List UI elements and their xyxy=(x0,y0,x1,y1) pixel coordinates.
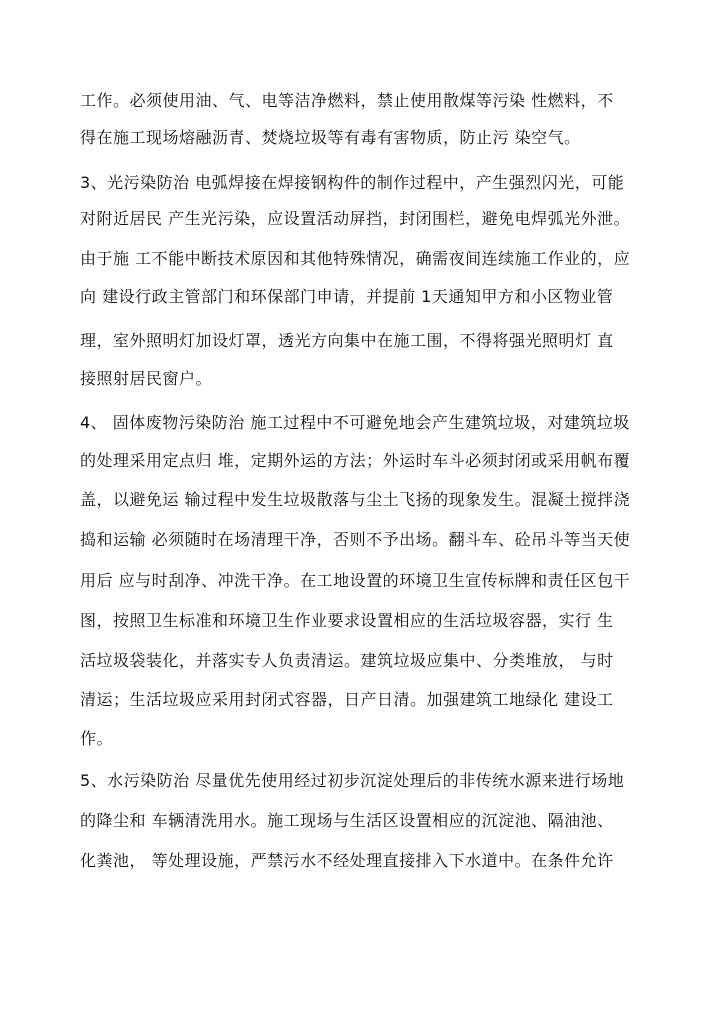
text-line: 的降尘和 车辆清洗用水。施工现场与生活区设置相应的沉淀池、隔油池、 xyxy=(80,811,614,830)
text-line: 化粪池， 等处理设施，严禁污水不经处理直接排入下水道中。在条件允许 xyxy=(80,851,614,870)
text-line: 作。 xyxy=(80,729,114,748)
text-line: 活垃圾袋装化，并落实专人负责清运。建筑垃圾应集中、分类堆放， 与时 xyxy=(80,651,614,670)
text-line: 3、光污染防治 电弧焊接在焊接钢构件的制作过程中，产生强烈闪光，可能 xyxy=(80,173,625,192)
text-line: 用后 应与时刮净、冲洗干净。在工地设置的环境卫生宣传标牌和责任区包干 xyxy=(80,571,631,590)
text-line: 工作。必须使用油、气、电等洁净燃料，禁止使用散煤等污染 性燃料，不 xyxy=(80,91,614,110)
text-line: 盖，以避免运 输过程中发生垃圾散落与尘土飞扬的现象发生。混凝土搅拌浇 xyxy=(80,490,631,509)
text-line: 捣和运输 必须随时在场清理干净，否则不予出场。翻斗车、砼吊斗等当天使 xyxy=(80,530,631,549)
text-line: 图，按照卫生标准和环境卫生作业要求设置相应的生活垃圾容器，实行 生 xyxy=(80,611,614,630)
text-line: 得在施工现场熔融沥青、焚烧垃圾等有毒有害物质，防止污 染空气。 xyxy=(80,128,581,147)
text-line: 的处理采用定点归 堆，定期外运的方法；外运时车斗必须封闭或采用帆布覆 xyxy=(80,451,631,470)
text-line: 5、水污染防治 尽量优先使用经过初步沉淀处理后的非传统水源来进行场地 xyxy=(80,771,625,790)
text-line: 由于施 工不能中断技术原因和其他特殊情况，确需夜间连续施工作业的，应 xyxy=(80,249,631,268)
text-line: 对附近居民 产生光污染，应设置活动屏挡，封闭围栏，避免电焊弧光外泄。 xyxy=(80,209,631,228)
text-line: 4、 固体废物污染防治 施工过程中不可避免地会产生建筑垃圾，对建筑垃圾 xyxy=(80,413,630,432)
text-line: 接照射居民窗户。 xyxy=(80,369,213,388)
text-line: 清运；生活垃圾应采用封闭式容器，日产日清。加强建筑工地绿化 建设工 xyxy=(80,690,614,709)
text-line: 理，室外照明灯加设灯罩，透光方向集中在施工围，不得将强光照明灯 直 xyxy=(80,331,614,350)
text-line: 向 建设行政主管部门和环保部门申请，并提前 1天通知甲方和小区物业管 xyxy=(80,287,614,306)
